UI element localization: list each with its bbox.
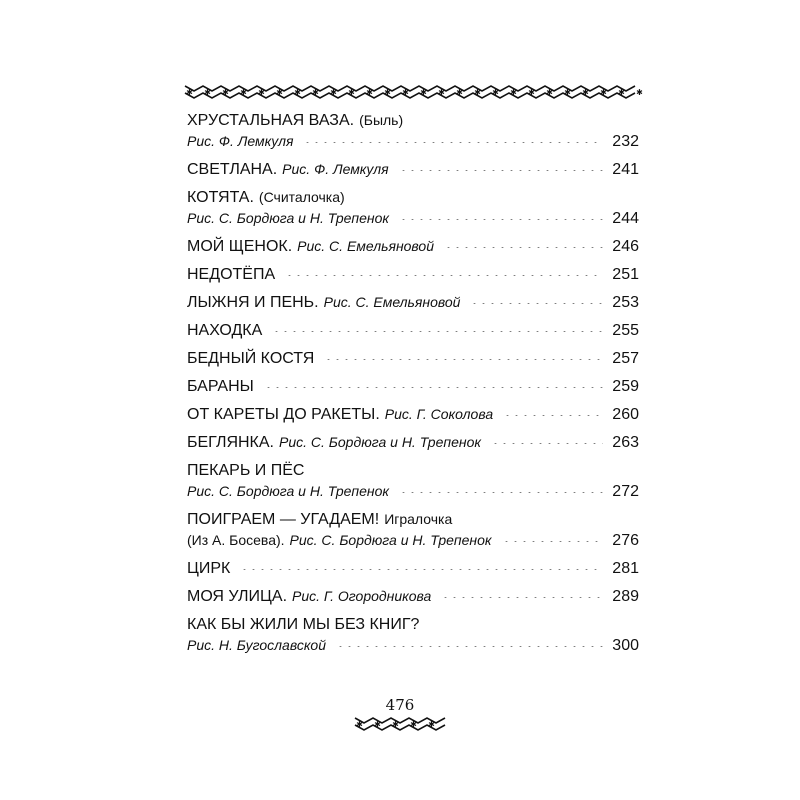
entry-illustrator: Рис. Н. Бугославской (187, 637, 326, 653)
toc-line (187, 509, 639, 530)
page-number: 476 (385, 696, 415, 714)
toc-line (187, 208, 639, 229)
entry-title: КАК БЫ ЖИЛИ МЫ БЕЗ КНИГ? (187, 616, 420, 633)
toc-line (187, 131, 639, 152)
entry-title: БАРАНЫ (187, 378, 254, 395)
toc-line (187, 558, 639, 579)
entry-illustrator: Рис. С. Бордюга и Н. Трепенок (289, 532, 492, 548)
dot-leader (399, 219, 603, 220)
toc-entry (187, 586, 639, 607)
entry-title: СВЕТЛАНА. (187, 161, 278, 178)
svg-text:✱: ✱ (240, 88, 247, 97)
entry-illustrator: Рис. С. Бордюга и Н. Трепенок (278, 434, 481, 450)
svg-text:✱: ✱ (636, 88, 643, 97)
toc-line (187, 110, 639, 131)
toc-entry (187, 264, 639, 285)
entry-page-number: 259 (612, 378, 639, 395)
svg-text:✱: ✱ (186, 88, 193, 97)
svg-text:✱: ✱ (392, 720, 399, 729)
dot-leader (324, 359, 603, 360)
entry-page-number: 276 (612, 532, 639, 549)
toc-line (187, 481, 639, 502)
dot-leader (470, 303, 603, 304)
entry-note: (Из А. Босева). (187, 532, 285, 548)
svg-text:✱: ✱ (582, 88, 589, 97)
toc-entry (187, 159, 639, 180)
toc-entry (187, 460, 639, 502)
table-of-contents (187, 110, 639, 656)
bottom-ornament (355, 714, 445, 734)
entry-title: БЕГЛЯНКА. (187, 434, 274, 451)
toc-entry (187, 110, 639, 152)
dot-leader (503, 415, 603, 416)
toc-entry (187, 404, 639, 425)
svg-text:✱: ✱ (428, 720, 435, 729)
toc-line (187, 264, 639, 285)
svg-text:✱: ✱ (356, 720, 363, 729)
svg-text:✱: ✱ (294, 88, 301, 97)
entry-illustrator: Рис. С. Бордюга и Н. Трепенок (187, 210, 389, 226)
dot-leader (264, 387, 603, 388)
toc-line (187, 614, 639, 635)
svg-text:✱: ✱ (330, 88, 337, 97)
entry-page-number: 281 (612, 560, 639, 577)
entry-title: КОТЯТА. (187, 189, 254, 206)
page-footer (355, 692, 445, 742)
entry-title: МОЙ ЩЕНОК. (187, 238, 293, 255)
toc-line (187, 404, 639, 425)
toc-line (187, 348, 639, 369)
svg-text:✱: ✱ (528, 88, 535, 97)
dot-leader (336, 646, 603, 647)
entry-illustrator: Рис. Ф. Лемкуля (187, 133, 294, 149)
dot-leader (502, 541, 603, 542)
toc-line (187, 586, 639, 607)
entry-title: ХРУСТАЛЬНАЯ ВАЗА. (187, 112, 355, 129)
svg-text:✱: ✱ (456, 88, 463, 97)
toc-entry (187, 558, 639, 579)
entry-note: (Быль) (359, 112, 404, 128)
dot-leader (285, 275, 603, 276)
svg-text:✱: ✱ (600, 88, 607, 97)
toc-entry (187, 187, 639, 229)
dot-leader (399, 492, 603, 493)
toc-entry (187, 376, 639, 397)
svg-text:✱: ✱ (492, 88, 499, 97)
entry-title: ПЕКАРЬ И ПЁС (187, 462, 305, 479)
svg-text:✱: ✱ (410, 720, 417, 729)
entry-illustrator: Рис. Ф. Лемкуля (282, 161, 389, 177)
entry-title: ОТ КАРЕТЫ ДО РАКЕТЫ. (187, 406, 380, 423)
dot-leader (303, 142, 603, 143)
entry-note: Игралочка (384, 511, 453, 527)
entry-page-number: 244 (612, 210, 639, 227)
toc-entry (187, 236, 639, 257)
entry-page-number: 260 (612, 406, 639, 423)
svg-text:✱: ✱ (312, 88, 319, 97)
entry-page-number: 246 (612, 238, 639, 255)
entry-title: ЛЫЖНЯ И ПЕНЬ. (187, 294, 319, 311)
dot-leader (491, 443, 603, 444)
svg-text:✱: ✱ (384, 88, 391, 97)
toc-entry (187, 614, 639, 656)
entry-page-number: 255 (612, 322, 639, 339)
dot-leader (441, 597, 603, 598)
svg-text:✱: ✱ (348, 88, 355, 97)
top-ornament (185, 80, 643, 104)
entry-page-number: 257 (612, 350, 639, 367)
entry-illustrator: Рис. Г. Огородникова (292, 588, 432, 604)
toc-line (187, 635, 639, 656)
entry-illustrator: Рис. С. Емельяновой (323, 294, 461, 310)
svg-text:✱: ✱ (258, 88, 265, 97)
toc-line (187, 236, 639, 257)
entry-page-number: 232 (612, 133, 639, 150)
toc-line (187, 432, 639, 453)
svg-text:✱: ✱ (402, 88, 409, 97)
toc-line (187, 460, 639, 481)
svg-text:✱: ✱ (420, 88, 427, 97)
toc-line (187, 187, 639, 208)
entry-page-number: 289 (612, 588, 639, 605)
dot-leader (399, 170, 603, 171)
entry-page-number: 272 (612, 483, 639, 500)
toc-line (187, 530, 639, 551)
toc-entry (187, 432, 639, 453)
svg-text:✱: ✱ (374, 720, 381, 729)
dot-leader (240, 569, 603, 570)
svg-text:✱: ✱ (474, 88, 481, 97)
entry-page-number: 253 (612, 294, 639, 311)
entry-title: ЦИРК (187, 560, 231, 577)
entry-page-number: 241 (612, 161, 639, 178)
toc-line (187, 376, 639, 397)
svg-text:✱: ✱ (204, 88, 211, 97)
toc-line (187, 159, 639, 180)
entry-illustrator: Рис. С. Емельяновой (297, 238, 435, 254)
entry-page-number: 263 (612, 434, 639, 451)
toc-entry (187, 509, 639, 551)
entry-illustrator: Рис. С. Бордюга и Н. Трепенок (187, 483, 389, 499)
entry-title: НЕДОТЁПА (187, 266, 276, 283)
svg-text:✱: ✱ (222, 88, 229, 97)
entry-title: ПОИГРАЕМ — УГАДАЕМ! (187, 511, 380, 528)
entry-page-number: 251 (612, 266, 639, 283)
svg-text:✱: ✱ (438, 88, 445, 97)
entry-note: (Считалочка) (258, 189, 345, 205)
toc-entry (187, 348, 639, 369)
svg-text:✱: ✱ (276, 88, 283, 97)
svg-text:✱: ✱ (564, 88, 571, 97)
entry-title: НАХОДКА (187, 322, 263, 339)
dot-leader (444, 247, 603, 248)
toc-line (187, 320, 639, 341)
entry-page-number: 300 (612, 637, 639, 654)
entry-title: БЕДНЫЙ КОСТЯ (187, 350, 315, 367)
toc-entry (187, 292, 639, 313)
svg-text:✱: ✱ (546, 88, 553, 97)
svg-text:✱: ✱ (366, 88, 373, 97)
entry-illustrator: Рис. Г. Соколова (384, 406, 494, 422)
dot-leader (272, 331, 603, 332)
entry-title: МОЯ УЛИЦА. (187, 588, 288, 605)
svg-text:✱: ✱ (510, 88, 517, 97)
toc-entry (187, 320, 639, 341)
toc-line (187, 292, 639, 313)
svg-text:✱: ✱ (618, 88, 625, 97)
